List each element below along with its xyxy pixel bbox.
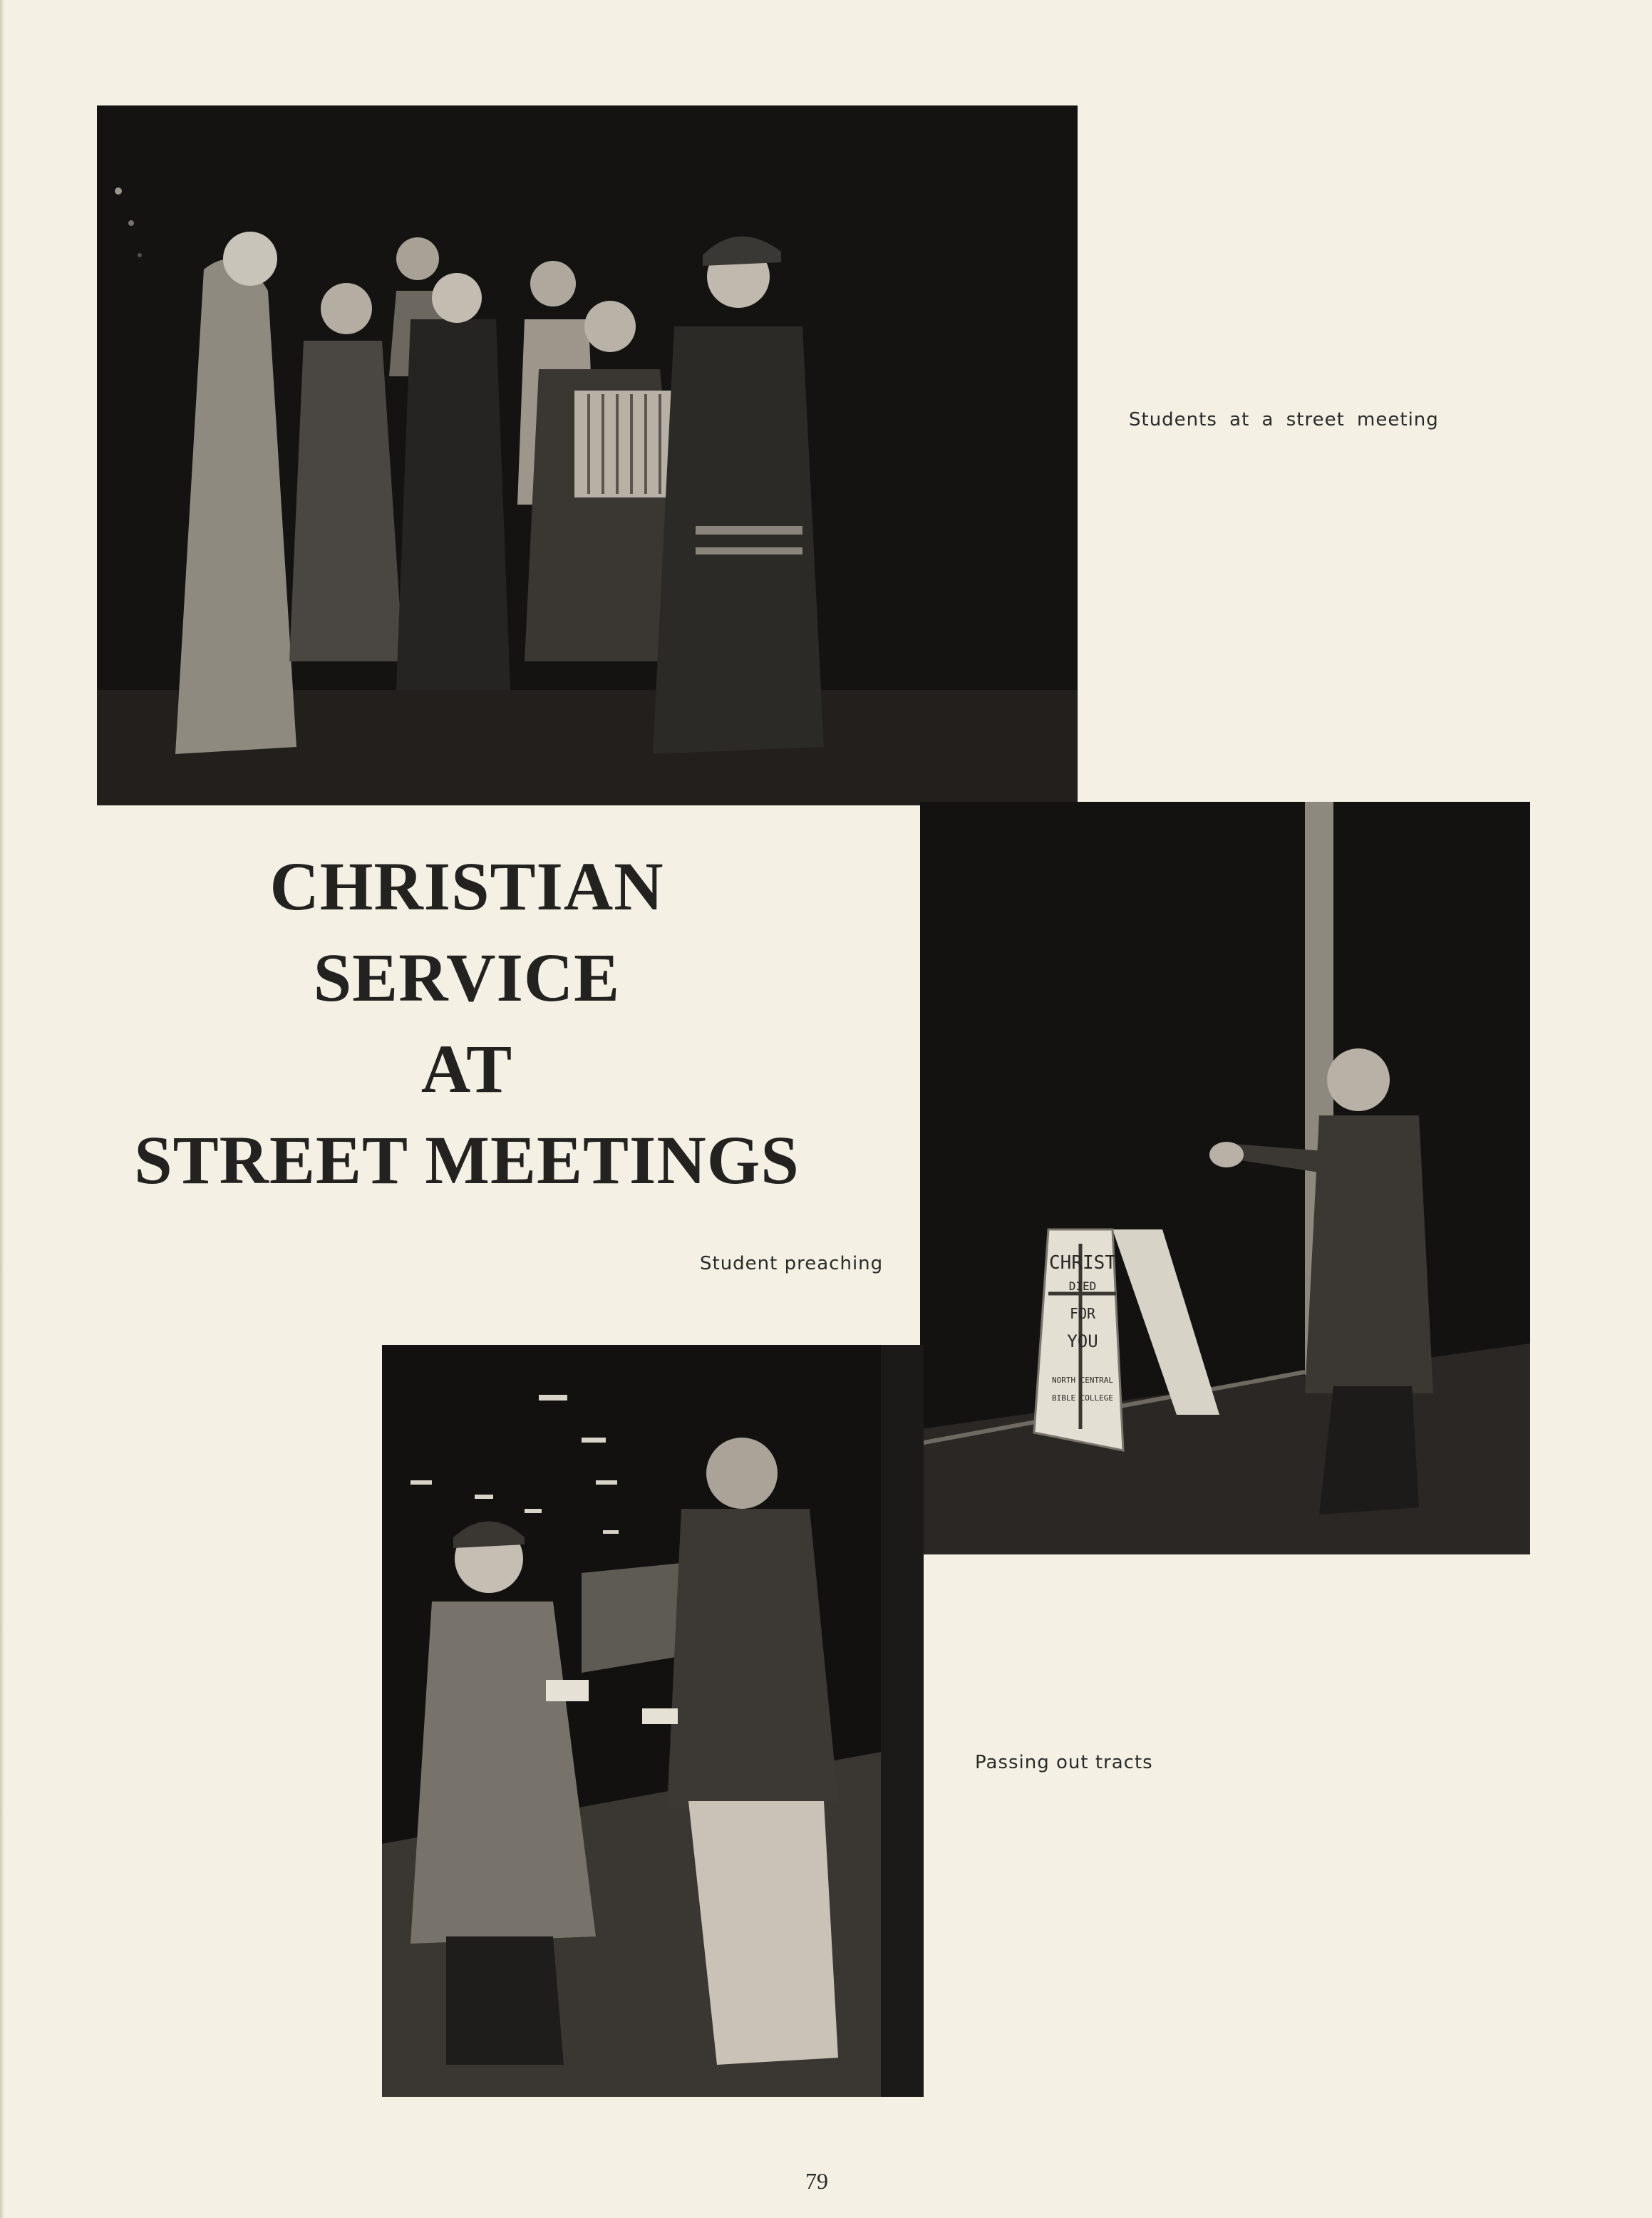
sign-line-2: DIED [1068,1279,1097,1293]
photo-passing-out-tracts [382,1345,924,2097]
title-line-3: AT [420,1031,513,1107]
sign-line-6: BIBLE COLLEGE [1051,1393,1114,1403]
sign-line-1: CHRIST [1049,1252,1116,1274]
caption-passing-out-tracts: Passing out tracts [975,1752,1153,1773]
caption-street-meeting: Students at a street meeting [1129,409,1439,430]
photo-student-preaching [920,802,1530,1554]
caption-student-preaching: Student preaching [700,1253,884,1274]
photo-street-meeting [97,105,1078,805]
title-line-2: SERVICE [313,939,621,1016]
page-number: 79 [805,2168,828,2194]
sign-line-3: FOR [1069,1305,1096,1322]
title-line-4: STREET MEETINGS [134,1122,800,1198]
sign-line-4: YOU [1067,1331,1098,1351]
page-edge [0,0,4,2218]
page-title [107,841,827,1206]
title-line-1: CHRISTIAN [269,848,664,924]
sign-line-5: NORTH CENTRAL [1051,1376,1114,1385]
